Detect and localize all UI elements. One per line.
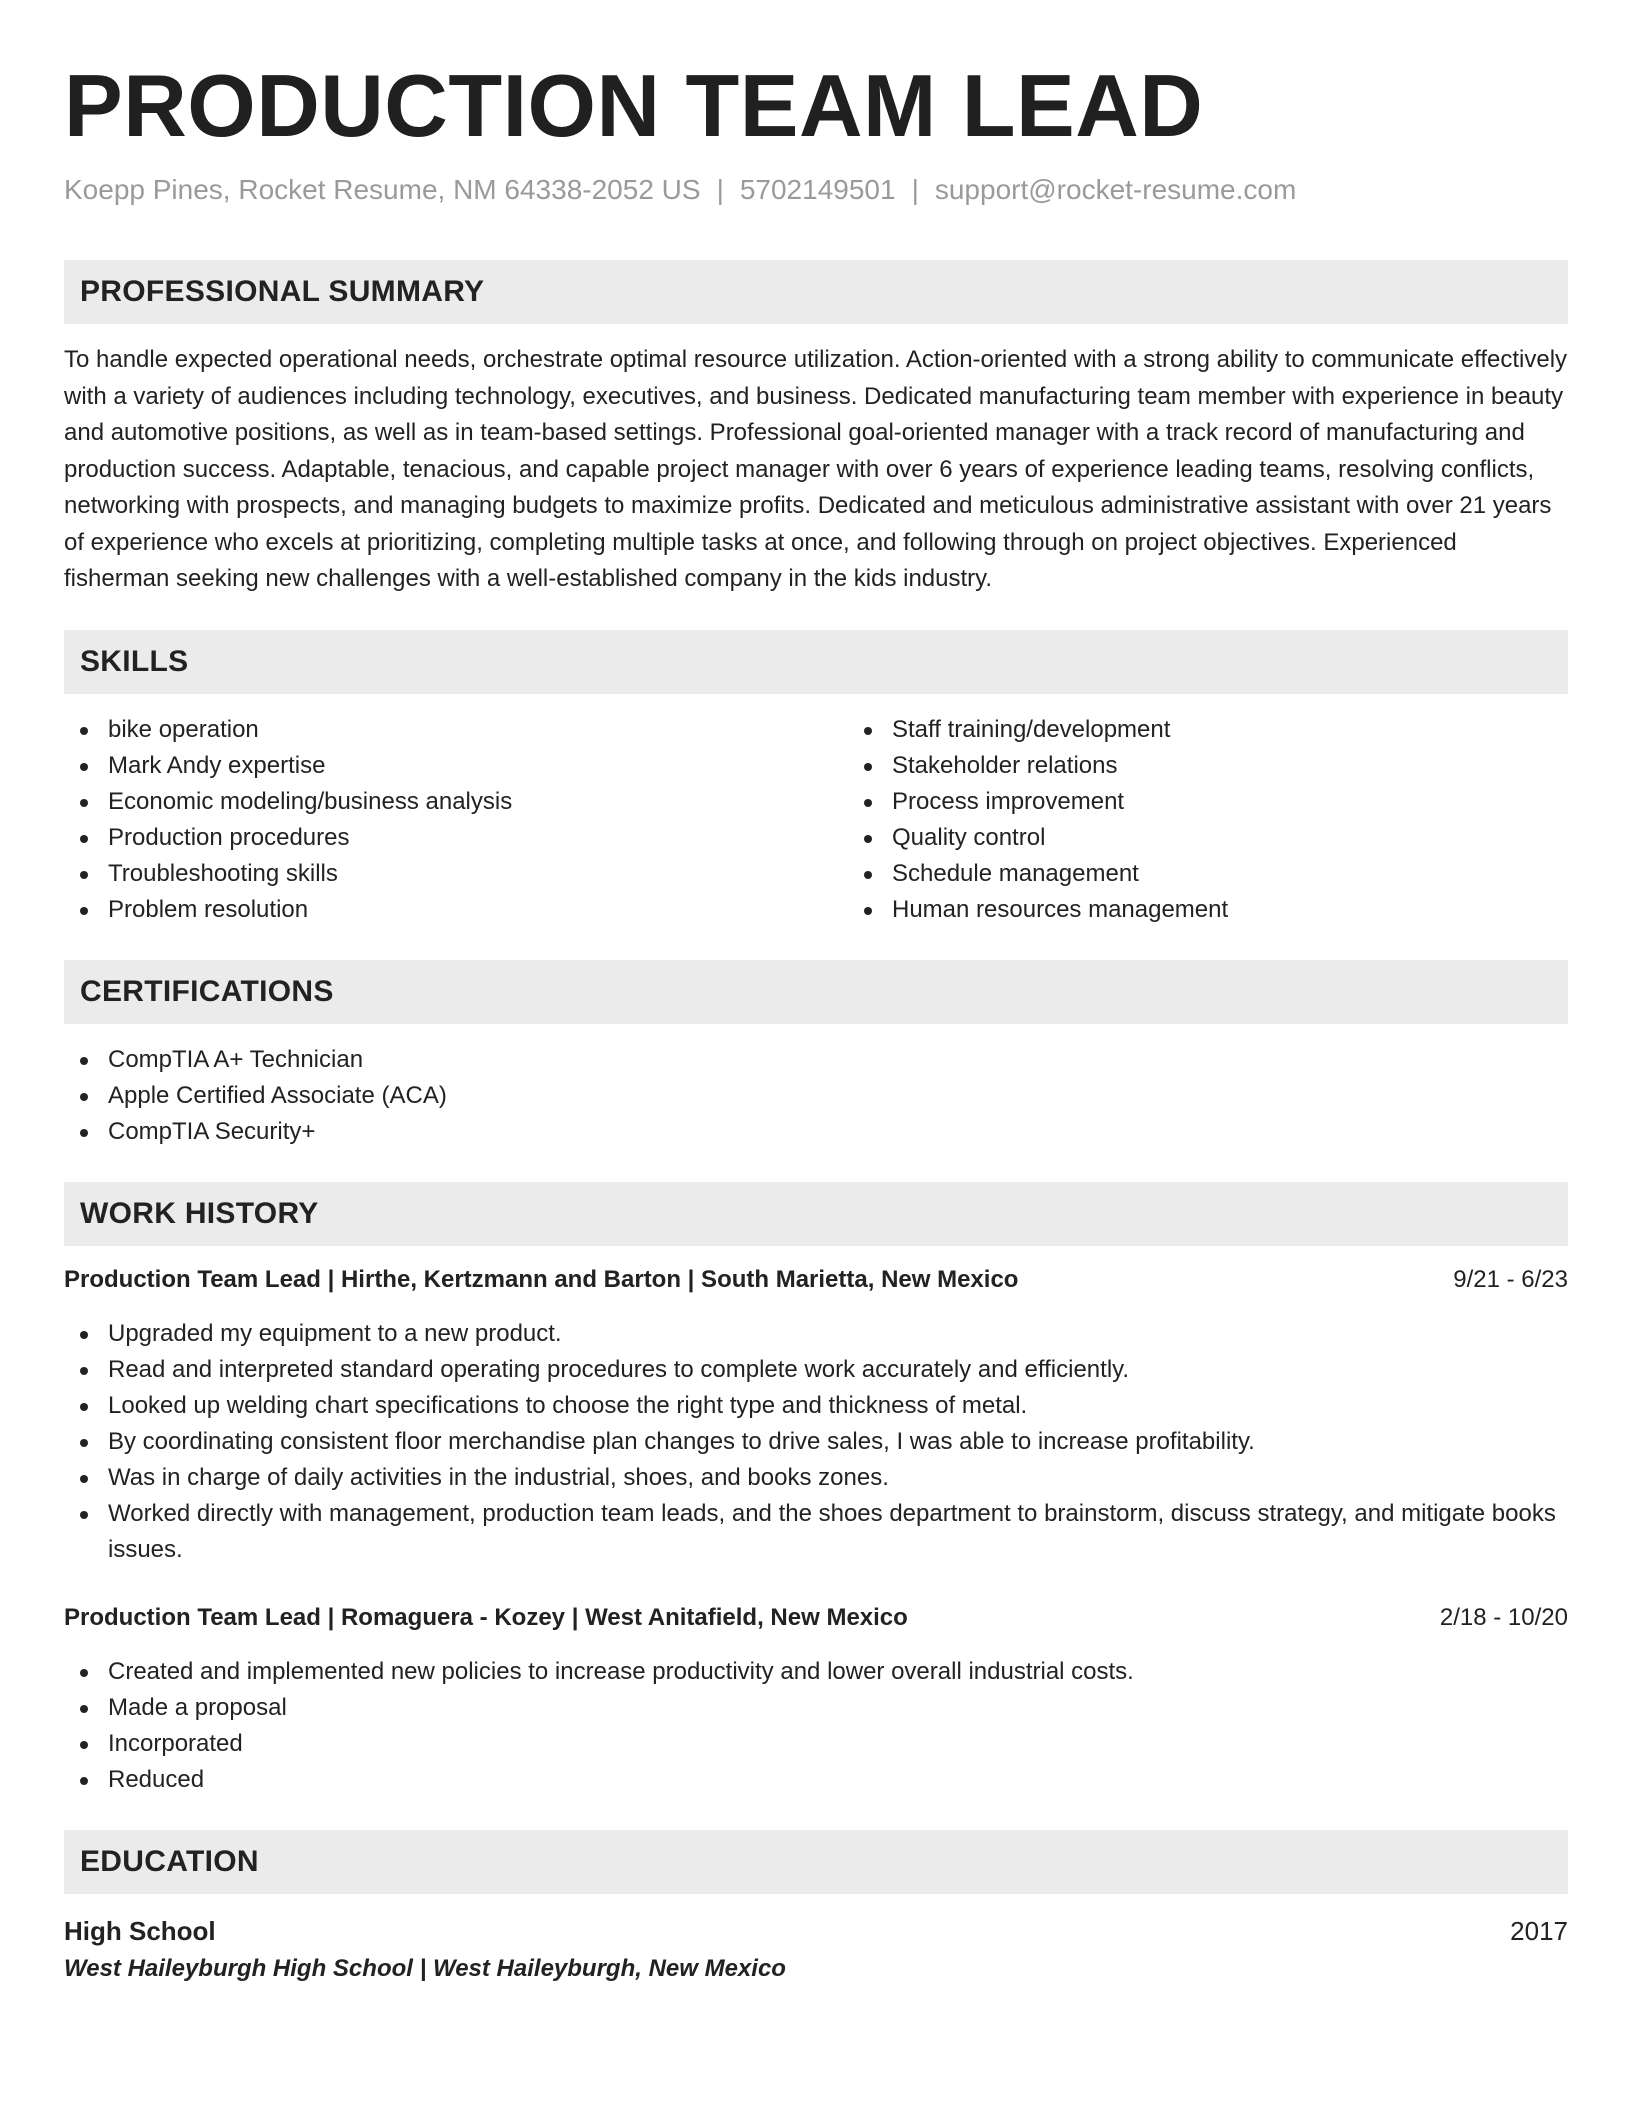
contact-separator: | [911, 174, 919, 205]
job-bullet: Was in charge of daily activities in the industrial, shoes, and books zones. [108, 1460, 1568, 1496]
contact-separator: | [716, 174, 724, 205]
skill-item: Quality control [892, 820, 1228, 856]
section-header-certifications: CERTIFICATIONS [64, 960, 1568, 1024]
skills-list-right [848, 712, 1228, 928]
summary-text: To handle expected operational needs, orchestrate optimal resource utilization. Action-oriented with a strong ability to communicate effectively with a variety of audiences including technology, executives, and business. Dedicated manufacturing team member with experience in beauty and automotive positions, as well as in team-based settings. Professional goal-oriented manager with a track record of manufacturing and production success. Adaptable, tenacious, and capable project manager with over 6 years of experience leading teams, resolving conflicts, networking with prospects, and managing budgets to maximize profits. Dedicated and meticulous administrative assistant with over 21 years of experience who excels at prioritizing, completing multiple tasks at once, and following through on project objectives. Experienced fisherman seeking new challenges with a well-established company in the kids industry. [64, 346, 1568, 592]
contact-email: support@rocket-resume.com [934, 174, 1297, 205]
job-bullet: Looked up welding chart specifications to choose the right type and thickness of metal. [108, 1388, 1568, 1424]
skill-item: Mark Andy expertise [108, 748, 848, 784]
job-dates: 9/21 - 6/23 [1453, 1265, 1568, 1293]
job-title: Production Team Lead | Hirthe, Kertzmann and Barton | South Marietta, New Mexico [64, 1265, 1019, 1293]
education-school: West Haileyburgh High School | West Haileyburgh, New Mexico [64, 1954, 786, 1982]
education-year: 2017 [1510, 1915, 1568, 1946]
resume-name: PRODUCTION TEAM LEAD [64, 56, 1204, 155]
certification-item: CompTIA Security+ [108, 1114, 1568, 1150]
certification-item: Apple Certified Associate (ACA) [108, 1078, 1568, 1114]
contact-address: Koepp Pines, Rocket Resume, NM 64338-2052 US [64, 174, 701, 205]
education-header [64, 1912, 1568, 1950]
contact-phone: 5702149501 [739, 174, 896, 205]
skill-item: Process improvement [892, 784, 1228, 820]
skills-grid [64, 712, 1568, 928]
section-header-skills: SKILLS [64, 630, 1568, 694]
job-header [64, 1262, 1568, 1298]
certification-item: CompTIA A+ Technician [108, 1042, 1568, 1078]
job-bullets [64, 1316, 1568, 1568]
job-bullets [64, 1654, 1568, 1798]
job-bullet: Upgraded my equipment to a new product. [108, 1316, 1568, 1352]
skill-item: Economic modeling/business analysis [108, 784, 848, 820]
skill-item: Troubleshooting skills [108, 856, 848, 892]
job-bullet: Incorporated [108, 1726, 1568, 1762]
section-header-education: EDUCATION [64, 1830, 1568, 1894]
skill-item: Human resources management [892, 892, 1228, 928]
job-bullet: Worked directly with management, production team leads, and the shoes department to brainstorm, discuss strategy, and mitigate books issues. [108, 1496, 1568, 1568]
job-bullet: Read and interpreted standard operating procedures to complete work accurately and efficiently. [108, 1352, 1568, 1388]
skills-list-left [64, 712, 848, 928]
job-title: Production Team Lead | Romaguera - Kozey | West Anitafield, New Mexico [64, 1603, 908, 1631]
job-header [64, 1600, 1568, 1636]
job-dates: 2/18 - 10/20 [1439, 1603, 1568, 1631]
skill-item: Problem resolution [108, 892, 848, 928]
education-degree: High School [64, 1915, 216, 1946]
skill-item: Stakeholder relations [892, 748, 1228, 784]
skill-item: Schedule management [892, 856, 1228, 892]
skill-item: bike operation [108, 712, 848, 748]
job-bullet: Made a proposal [108, 1690, 1568, 1726]
certifications-list [64, 1042, 1568, 1150]
job-bullet: Created and implemented new policies to increase productivity and lower overall industrial costs. [108, 1654, 1568, 1690]
job-bullet: Reduced [108, 1762, 1568, 1798]
skill-item: Production procedures [108, 820, 848, 856]
job-bullet: By coordinating consistent floor merchandise plan changes to drive sales, I was able to increase profitability. [108, 1424, 1568, 1460]
skill-item: Staff training/development [892, 712, 1228, 748]
section-header-work-history: WORK HISTORY [64, 1182, 1568, 1246]
contact-line [64, 172, 1568, 208]
section-header-summary: PROFESSIONAL SUMMARY [64, 260, 1568, 324]
